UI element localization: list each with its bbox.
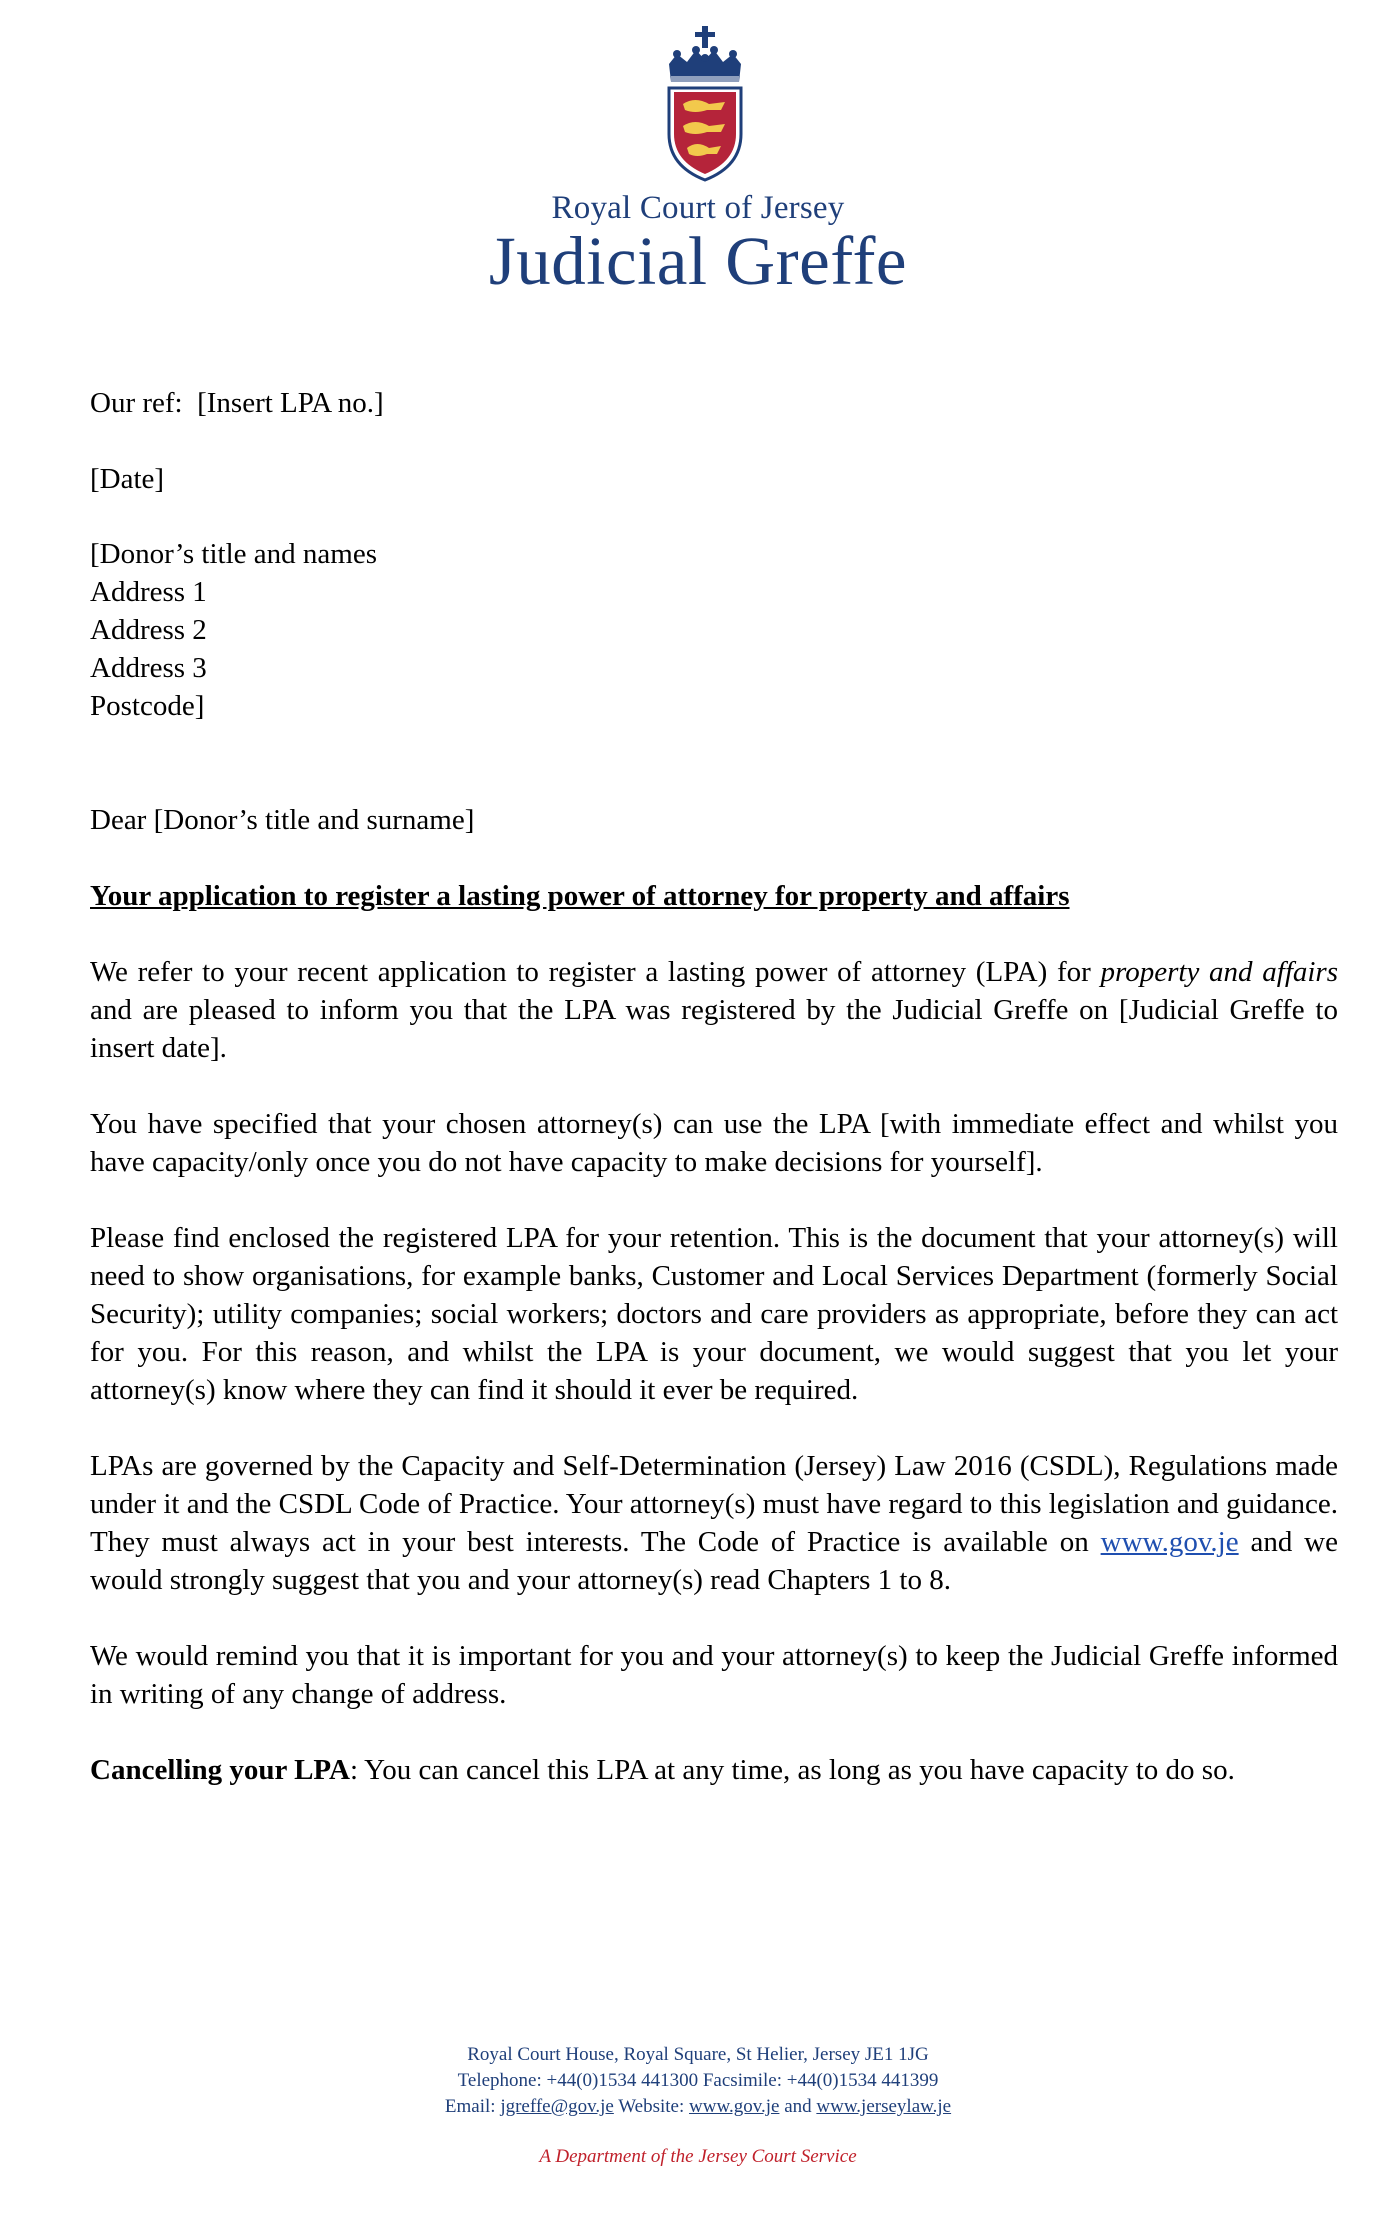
footer-phone: Telephone: +44(0)1534 441300 Facsimile: +44(0)1534 441399 — [457, 2070, 939, 2091]
p4-text-a: LPAs are governed by the Capacity and Self-Determination (Jersey) Law 2016 (CSDL), Regulations made under it and the CSDL Code of Practice. Your attorney(s) must have regard to this legislation and guidance. They must always act in your best interests. The Code of Practice is available on — [90, 1450, 1338, 1558]
cancelling-label: Cancelling your LPA — [90, 1754, 350, 1786]
footer-contact — [0, 2094, 1396, 2120]
paragraph-cancelling — [90, 1751, 1338, 1789]
address-line: Address 1 — [90, 576, 207, 608]
paragraph-governed — [90, 1447, 1338, 1599]
paragraph-specified: You have specified that your chosen attorney(s) can use the LPA [with immediate effect and whilst you have capacity/only once you do not have capacity to make decisions for yourself]. — [90, 1108, 1338, 1178]
paragraph-enclosed: Please find enclosed the registered LPA for your retention. This is the document that your attorney(s) will need to show organisations, for example banks, Customer and Local Services Department (formerly Social Security); utility companies; social workers; doctors and care providers as appropriate, before they can act for you. For this reason, and whilst the LPA is your document, we would suggest that you let your attorney(s) know where they can find it should it ever be required. — [90, 1222, 1338, 1406]
letter-body — [90, 384, 1338, 1789]
paragraph-registration — [90, 953, 1338, 1067]
footer-address: Royal Court House, Royal Square, St Helier, Jersey JE1 1JG — [467, 2044, 929, 2065]
paragraph-remind: We would remind you that it is important for you and your attorney(s) to keep the Judicial Greffe informed in writing of any change of address. — [90, 1640, 1338, 1710]
email-link[interactable]: jgreffe@gov.je — [500, 2096, 614, 2117]
ref-label: Our ref: — [90, 387, 183, 419]
p1-italic: property and affairs — [1100, 956, 1339, 988]
department-tagline: A Department of the Jersey Court Service — [539, 2146, 857, 2167]
website-link-jerseylaw[interactable]: www.jerseylaw.je — [816, 2096, 952, 2117]
p4-text-b: and we would strongly suggest that you and your attorney(s) read Chapters 1 to 8. — [90, 1526, 1338, 1596]
p1-text-a: We refer to your recent application to register a lasting power of attorney (LPA) for — [90, 956, 1091, 988]
ref-value: [Insert LPA no.] — [197, 387, 384, 419]
address-line: Postcode] — [90, 690, 205, 722]
address-line: Address 3 — [90, 652, 207, 684]
jersey-crest-icon — [659, 24, 751, 184]
reference-line — [90, 384, 1338, 422]
cancelling-text: : You can cancel this LPA at any time, as long as you have capacity to do so. — [349, 1754, 1235, 1786]
email-label: Email: — [444, 2096, 496, 2117]
date: [Date] — [90, 463, 165, 495]
salutation: Dear [Donor’s title and surname] — [90, 804, 475, 836]
org-name: Royal Court of Jersey — [551, 190, 845, 226]
website-link-gov[interactable]: www.gov.je — [689, 2096, 780, 2117]
dept-name: Judicial Greffe — [488, 223, 908, 299]
website-label: Website: — [618, 2096, 685, 2117]
address-block — [90, 535, 1338, 725]
p1-text-b: and are pleased to inform you that the LPA was registered by the Judicial Greffe on [Judicial Greffe to insert date]. — [90, 994, 1338, 1064]
address-line: Address 2 — [90, 614, 207, 646]
address-line: [Donor’s title and names — [90, 538, 377, 570]
footer — [0, 2042, 1396, 2120]
and-text: and — [784, 2096, 812, 2117]
letter-heading: Your application to register a lasting power of attorney for property and affairs — [90, 880, 1070, 912]
gov-je-link[interactable]: www.gov.je — [1100, 1526, 1239, 1558]
